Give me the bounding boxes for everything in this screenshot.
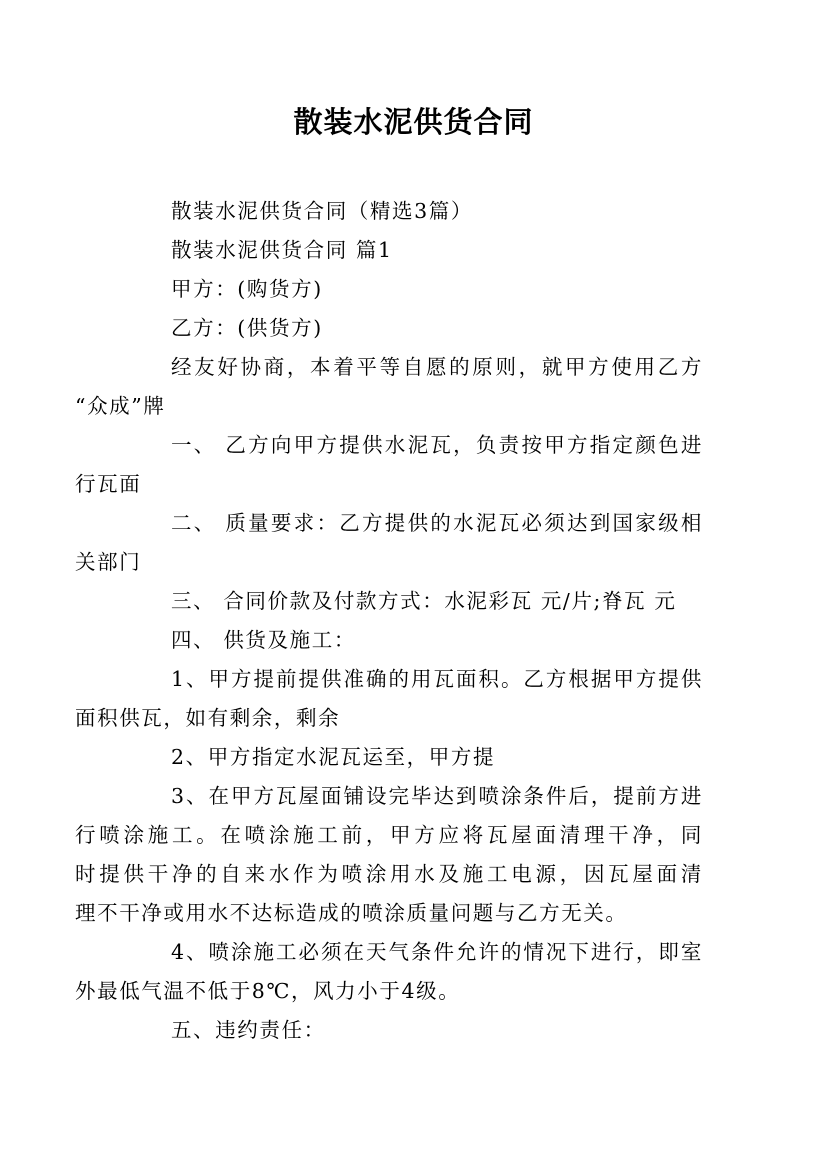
paragraph-line: 1、甲方提前提供准确的用瓦面积。乙方根据甲方提供 [171,667,703,691]
paragraph-line: “众成”牌 [75,394,166,418]
paragraph-line: 甲方：(购货方) [171,277,323,301]
paragraph [75,933,703,1011]
paragraph-line: 4、喷涂施工必须在天气条件允许的情况下进行，即室 [171,940,703,964]
paragraph-line: 三、 合同价款及付款方式：水泥彩瓦 元/片;脊瓦 元 [171,589,677,613]
paragraph [75,426,703,504]
paragraph-line: 五、违约责任： [171,1018,326,1042]
paragraph-line: 面积供瓦，如有剩余，剩余 [75,706,341,730]
paragraph [123,231,703,270]
paragraph-line: 理不干净或用水不达标造成的喷涂质量问题与乙方无关。 [75,901,628,925]
paragraph-line: 2、甲方指定水泥瓦运至，甲方提 [171,745,496,769]
paragraph-line: 乙方：(供货方) [171,316,323,340]
paragraph [123,1011,703,1050]
paragraph-line: 二、 质量要求：乙方提供的水泥瓦必须达到国家级相 [171,511,703,535]
paragraph [123,192,703,231]
paragraph [75,660,703,738]
paragraph-line: 散装水泥供货合同（精选3篇） [171,199,473,223]
paragraph-line: 关部门 [75,550,142,574]
paragraph-line: 外最低气温不低于8℃，风力小于4级。 [75,979,461,1003]
paragraph [75,777,703,933]
paragraph-line: 经友好协商，本着平等自愿的原则，就甲方使用乙方 [171,355,703,379]
paragraph-line: 四、 供货及施工： [171,628,356,652]
paragraph [123,270,703,309]
paragraph-line: 一、 乙方向甲方提供水泥瓦，负责按甲方指定颜色进 [171,433,703,457]
paragraph-line: 3、在甲方瓦屋面铺设完毕达到喷涂条件后，提前方进 [171,784,703,808]
paragraph-line: 散装水泥供货合同 篇1 [171,238,393,262]
paragraph [123,582,703,621]
paragraph [123,621,703,660]
document-title: 散装水泥供货合同 [293,105,534,139]
paragraph [75,348,703,426]
document-body [75,192,703,1050]
paragraph [123,309,703,348]
paragraph [123,738,703,777]
paragraph-line: 时提供干净的自来水作为喷涂用水及施工电源，因瓦屋面清 [75,862,703,886]
paragraph-line: 行喷涂施工。在喷涂施工前，甲方应将瓦屋面清理干净，同 [75,823,703,847]
paragraph-line: 行瓦面 [75,472,142,496]
paragraph [75,504,703,582]
